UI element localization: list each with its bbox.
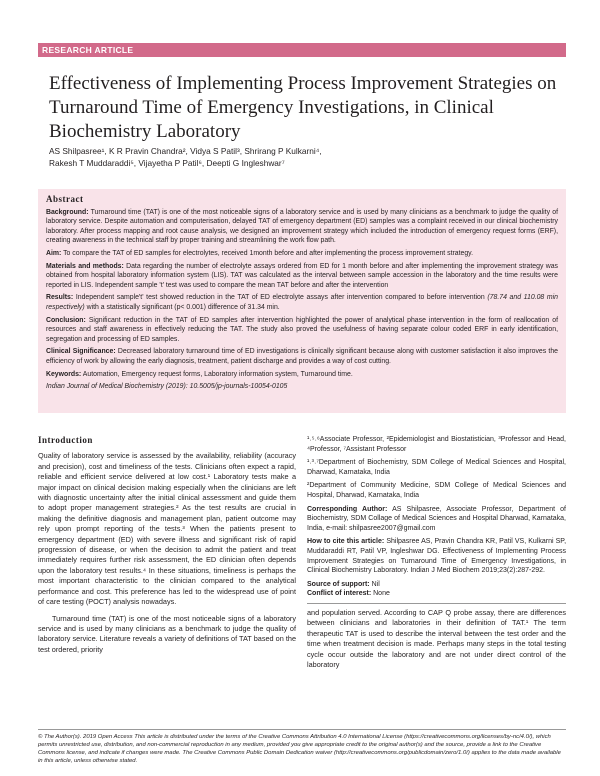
abstract-conclusion: Conclusion: Significant reduction in the TAT of ED samples after intervention highlighted the power of analytical phase intervention in the form of reallocation of resources and staff awareness in effectively reducing the TAT. The study also proved the usefulness of having separate colour coded ERF in early identification, segregation and processing of ED samples.	[46, 316, 558, 343]
right-body-text: and population served. According to CAP Q probe assay, there are differences between clinicians and laboratories in their definition of TAT.¹ The term therapeutic TAT is used to describe the interval between the test order and the time when treatment decision is made. Perhaps many steps in the total testing cycle occur outside the laboratory and are not under direct control of the laboratory	[307, 607, 566, 669]
affiliation-community-medicine: ²Department of Community Medicine, SDM College of Medical Sciences and Hospital, Dharwad, Karnataka, India	[307, 482, 566, 499]
abstract-heading: Abstract	[46, 194, 84, 204]
source-of-support: Source of support: Nil	[307, 580, 380, 588]
abstract-clinical-significance: Clinical Significance: Decreased laboratory turnaround time of ED investigations is clinically significant because along with customer satisfaction it also improves the efficiency of work by allowing the early diagnosis, treatment, patient discharge and provides a way of cost cutting.	[46, 348, 559, 365]
abstract-aim: Aim: To compare the TAT of ED samples for electrolytes, received 1month before and after implementing the process improvement strategy.	[46, 249, 474, 257]
divider	[307, 603, 566, 604]
corresponding-author: Corresponding Author: AS Shilpasree, Associate Professor, Department of Biochemistry, SDM Collage of Medical Sciences and Hospital Dharwad, Karnataka, India, e-mail: shilpasree2007@gmail.com	[307, 505, 567, 532]
article-type-banner: RESEARCH ARTICLE	[38, 43, 566, 57]
affiliation-biochemistry: ¹˒³˒⁷Department of Biochemistry, SDM College of Medical Sciences and Hospital, Dharwad, Karnataka, India	[307, 459, 566, 476]
article-title: Effectiveness of Implementing Process Improvement Strategies on Turnaround Time of Emergency Investigations, in Clinical Biochemistry Laboratory	[49, 73, 557, 142]
abstract-background: Background: Turnaround time (TAT) is one of the most noticeable signs of a laboratory service and is used by many clinicians as a benchmark to judge the quality of laboratory service. Despite automation and computerisation, delayed TAT of emergency department (ED) samples was a complaint received in our clinical biochemistry laboratory. After process mapping and root cause analysis, we designed an improvement strategy which included the introduction of emergency request forms (ERF), creating awareness in the technical staff by proper training and streamlining the work flow path.	[46, 208, 558, 245]
abstract-box	[38, 189, 566, 413]
abstract-keywords: Keywords: Automation, Emergency request forms, Laboratory information system, Turnaround time.	[46, 370, 353, 378]
abstract-methods: Materials and methods: Data regarding the number of electrolyte assays ordered from ED for 1 month before and after implementing the improvement strategy was obtained from hospital laboratory information system (LIS). TAT was calculated as the interval between sample accession in the laboratory and the time results were reported in LIS. Independent sample 't' test was used to compare the mean TAT before and after the intervention	[46, 262, 558, 289]
conflict-of-interest: Conflict of interest: None	[307, 590, 390, 598]
intro-paragraph-1: Quality of laboratory service is assessed by the availability, reliability (accuracy and precision), cost and timeliness of the tests. Clinicians often expect a rapid, reliable and efficient service delivered at low cost.¹ Laboratory tests make a major impact on clinical decision making especially when the clinicians are left with diagnostic uncertainty after the initial clinical assessment and guide them to adopt proper management strategies.² As the test results are crucial in making the definitive diagnosis and management plan, patient outcome may rely upon prompt reporting of the tests.³ When the patients present to emergency department (ED) with severe illness and significant risk of rapid progression of disease, or when the decision to admit the patient and treat immediately requires further risk assessment, the ED clinician often depends upon the laboratory test results.⁴ In these situations, timeliness is perhaps the most important characteristic to the clinician compared to the analytical performance and cost. This preference has led to the widespread use of point of care testing (POCT) analysis nowadays.	[38, 451, 296, 607]
journal-citation: Indian Journal of Medical Biochemistry (2019): 10.5005/jp-journals-10054-0105	[46, 383, 288, 391]
how-to-cite: How to cite this article: Shilpasree AS, Pravin Chandra KR, Patil VS, Kulkarni SP, Muddaraddi RT, Patil VP, Ingleshwar DG. Effectiveness of Implementing Process Improvement Strategies on Turnaround Time of Emergency Investigations, in Clinical Biochemistry Laboratory. Indian J Med Biochem 2019;23(2):287-292.	[307, 538, 567, 575]
intro-paragraph-2: Turnaround time (TAT) is one of the most noticeable signs of a laboratory service and is used by many clinicians as a benchmark to judge the quality of laboratory service. Literature reveals a variety of definitions of TAT based on the test ordered, priority	[38, 613, 296, 654]
affiliation-roles: ¹˒⁵˒⁶Associate Professor, ²Epidemiologist and Biostatistician, ³Professor and Head, ⁴Professor, ⁷Assistant Professor	[307, 436, 566, 453]
author-line-2: Rakesh T Muddaraddi⁵, Vijayetha P Patil⁶, Deepti G Ingleshwar⁷	[49, 158, 285, 168]
right-column	[307, 435, 566, 676]
license-footer: © The Author(s). 2019 Open Access This article is distributed under the terms of the Creative Commons Attribution 4.0 International License (https://creativecommons.org/licenses/by-nc/4.0/), which permits unrestricted use, distribution, and non-commercial reproduction in any medium, provided you give appropriate credit to the original author(s) and the source, provide a link to the Creative Commons license, and indicate if changes were made. The Creative Commons Public Domain Dedication waiver (http://creativecommons.org/publicdomain/zero/1.0/) applies to the data made available in this article, unless otherwise stated.	[38, 729, 566, 765]
author-list	[49, 145, 549, 169]
introduction-heading: Introduction	[38, 435, 93, 445]
author-line-1: AS Shilpasree¹, K R Pravin Chandra², Vidya S Patil³, Shrirang P Kulkarni⁴,	[49, 146, 322, 156]
left-column	[38, 435, 296, 661]
abstract-results: Results: Independent sample't' test showed reduction in the TAT of ED electrolyte assays after intervention compared to before intervention (78.74 and 110.08 min respectively) with a statistically significant (p< 0.001) difference of 31.34 min.	[46, 294, 558, 311]
